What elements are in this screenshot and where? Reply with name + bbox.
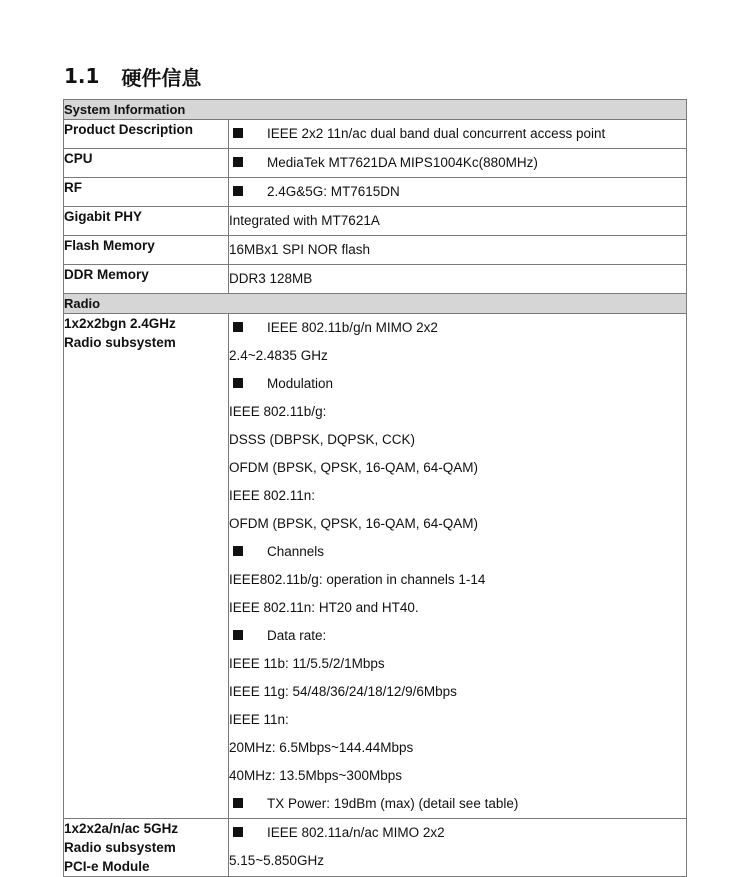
radio-details [229,819,687,877]
radio-detail-line [229,706,686,734]
spec-label: RF [64,178,229,207]
line-text: 2.4G&5G: MT7615DN [267,184,400,199]
bullet-square-icon [233,827,243,837]
radio-detail-line [229,454,686,482]
spec-row [64,236,687,265]
radio-label-line: Radio subsystem [64,840,176,855]
line-text: 5.15~5.850GHz [229,853,324,868]
spec-label: Flash Memory [64,236,229,265]
spec-value-line [229,120,686,148]
bullet-square-icon [233,157,243,167]
radio-label [64,819,229,877]
radio-detail-line [229,790,686,818]
line-text: IEEE 2x2 11n/ac dual band dual concurrent access point [267,126,606,141]
radio-label-line: 1x2x2bgn 2.4GHz [64,316,176,331]
radio-detail-line [229,538,686,566]
line-text: DDR3 128MB [229,271,313,286]
spec-value [229,236,687,265]
radio-detail-line [229,819,686,847]
radio-detail-line [229,342,686,370]
bullet-square-icon [233,128,243,138]
radio-detail-line [229,510,686,538]
radio-detail-line [229,762,686,790]
radio-detail-line [229,594,686,622]
radio-details [229,314,687,819]
radio-detail-line [229,734,686,762]
line-text: IEEE 11g: 54/48/36/24/18/12/9/6Mbps [229,684,457,699]
spec-value [229,207,687,236]
spec-value [229,120,687,149]
spec-row [64,149,687,178]
line-text: 16MBx1 SPI NOR flash [229,242,371,257]
spec-value [229,265,687,294]
line-text: 40MHz: 13.5Mbps~300Mbps [229,768,402,783]
line-text: IEEE 11b: 11/5.5/2/1Mbps [229,656,385,671]
radio-header-row [64,294,687,314]
line-text: Data rate: [267,628,327,643]
line-text: IEEE802.11b/g: operation in channels 1-14 [229,572,486,587]
line-text: IEEE 802.11b/g/n MIMO 2x2 [267,320,438,335]
radio-label-line: PCI-e Module [64,859,150,874]
spec-value [229,149,687,178]
radio-label-line: Radio subsystem [64,335,176,350]
line-text: Modulation [267,376,334,391]
spec-label: Product Description [64,120,229,149]
radio-detail-line [229,370,686,398]
radio-detail-line [229,678,686,706]
spec-row [64,120,687,149]
radio-5ghz-row [64,819,687,877]
spec-value-line [229,236,686,264]
spec-label: CPU [64,149,229,178]
line-text: Channels [267,544,325,559]
spec-value [229,178,687,207]
line-text: Integrated with MT7621A [229,213,380,228]
line-text: DSSS (DBPSK, DQPSK, CCK) [229,432,416,447]
bullet-square-icon [233,378,243,388]
radio-label [64,314,229,819]
bullet-square-icon [233,630,243,640]
line-text: 2.4~2.4835 GHz [229,348,328,363]
spec-label: Gigabit PHY [64,207,229,236]
line-text: IEEE 802.11n: [229,488,316,503]
bullet-square-icon [233,186,243,196]
radio-header: Radio [64,294,687,314]
line-text: MediaTek MT7621DA MIPS1004Kc(880MHz) [267,155,538,170]
bullet-square-icon [233,798,243,808]
line-text: TX Power: 19dBm (max) (detail see table) [267,796,519,811]
line-text: IEEE 11n: [229,712,289,727]
line-text: IEEE 802.11a/n/ac MIMO 2x2 [267,825,445,840]
section-title: 硬件信息 [121,65,202,90]
line-text: OFDM (BPSK, QPSK, 16-QAM, 64-QAM) [229,460,479,475]
spec-row [64,178,687,207]
spec-row [64,265,687,294]
spec-value-line [229,178,686,206]
radio-24ghz-row [64,314,687,819]
bullet-square-icon [233,546,243,556]
bullet-square-icon [233,322,243,332]
line-text: IEEE 802.11n: HT20 and HT40. [229,600,419,615]
radio-detail-line [229,650,686,678]
radio-detail-line [229,482,686,510]
radio-detail-line [229,566,686,594]
system-information-header: System Information [64,100,687,120]
spec-value-line [229,207,686,235]
radio-detail-line [229,847,686,875]
line-text: 20MHz: 6.5Mbps~144.44Mbps [229,740,414,755]
spec-value-line [229,149,686,177]
line-text: OFDM (BPSK, QPSK, 16-QAM, 64-QAM) [229,516,479,531]
spec-label: DDR Memory [64,265,229,294]
section-heading [64,60,201,92]
radio-detail-line [229,426,686,454]
section-number: 1.1 [64,64,100,88]
radio-detail-line [229,314,686,342]
spec-value-line [229,265,686,293]
radio-detail-line [229,398,686,426]
spec-row [64,207,687,236]
radio-label-line: 1x2x2a/n/ac 5GHz [64,821,179,836]
hardware-spec-table [63,99,687,877]
line-text: IEEE 802.11b/g: [229,404,327,419]
radio-detail-line [229,622,686,650]
